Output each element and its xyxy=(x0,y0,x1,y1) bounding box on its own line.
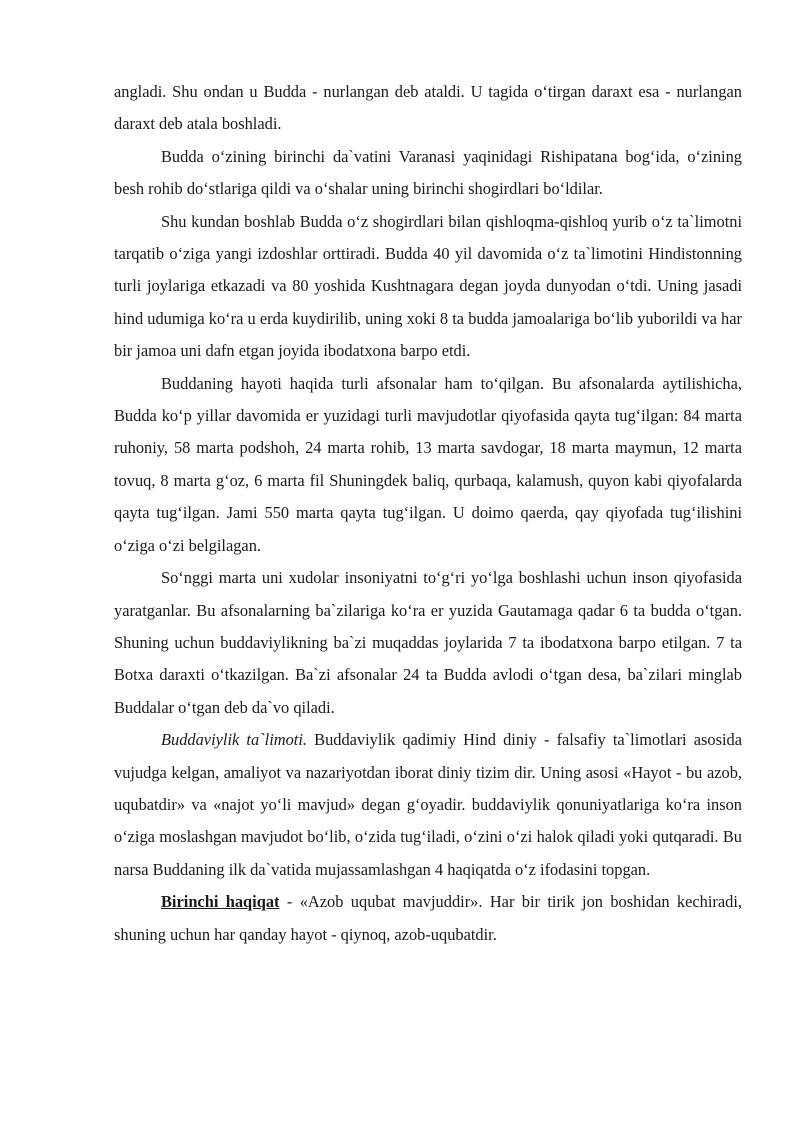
section-heading-buddaviylik: Buddaviylik ta`limoti. xyxy=(161,730,307,750)
paragraph-3-text: Shu kundan boshlab Budda o‘z shogirdlari bilan qishloqma-qishloq yurib o‘z ta`limotni tarqatib o‘ziga yangi izdoshlar orttiradi. Budda 40 yil davomida o‘z ta`limotini Hindistonning turli joylariga etkazadi va 80 yoshida Kushtnagara degan joyda dunyodan o‘tdi. Uning jasadi hind udumiga ko‘ra u erda kuydirilib, uning xoki 8 ta budda jamoalariga bo‘lib yuborildi va har bir jamoa uni dafn etgan joyida ibodatxona barpo etdi. xyxy=(114,211,742,361)
paragraph-1 xyxy=(114,76,742,141)
paragraph-4 xyxy=(114,368,742,562)
paragraph-2 xyxy=(114,141,742,206)
paragraph-3 xyxy=(114,206,742,368)
paragraph-4-text: Buddaning hayoti haqida turli afsonalar ham to‘qilgan. Bu afsonalarda aytilishicha, Budda ko‘p yillar davomida er yuzidagi turli mavjudotlar qiyofasida qayta tug‘ilgan: 84 marta ruhoniy, 58 marta podshoh, 24 marta rohib, 13 marta savdogar, 18 marta maymun, 12 marta tovuq, 8 marta g‘oz, 6 marta fil Shuningdek baliq, qurbaqa, kalamush, quyon kabi qiyofalarda qayta tug‘ilgan. Jami 550 marta qayta tug‘ilgan. U doimo qaerda, qay qiyofada tug‘ilishini o‘ziga o‘zi belgilagan. xyxy=(114,373,742,555)
paragraph-2-text: Budda o‘zining birinchi da`vatini Varanasi yaqinidagi Rishipatana bog‘ida, o‘zining besh rohib do‘stlariga qildi va o‘shalar uning birinchi shogirdlari bo‘ldilar. xyxy=(114,146,742,199)
first-truth-heading: Birinchi haqiqat xyxy=(161,892,280,912)
paragraph-5 xyxy=(114,562,742,724)
paragraph-5-text: So‘nggi marta uni xudolar insoniyatni to‘g‘ri yo‘lga boshlashi uchun inson qiyofasida yaratganlar. Bu afsonalarning ba`zilariga ko‘ra er yuzida Gautamaga qadar 6 ta budda o‘tgan. Shuning uchun buddaviylikning ba`zi muqaddas joylarida 7 ta ibodatxona barpo etilgan. 7 ta Botxa daraxti o‘tkazilgan. Ba`zi afsonalar 24 ta Budda avlodi o‘tgan desa, ba`zilari minglab Buddalar o‘tgan deb da`vo qiladi. xyxy=(114,568,742,717)
paragraph-6 xyxy=(114,724,742,886)
paragraph-6-text: Buddaviylik qadimiy Hind diniy - falsafiy ta`limotlari asosida vujudga kelgan, amaliyot va nazariyotdan iborat diniy tizim dir. Uning asosi «Hayot - bu azob, uqubatdir» va «najot yo‘li mavjud» degan g‘oyadir. buddaviylik qonuniyatlariga ko‘ra inson o‘ziga moslashgan mavjudot bo‘lib, o‘zida tug‘iladi, o‘zini o‘zi halok qiladi yoki qutqaradi. Bu narsa Buddaning ilk da`vatida mujassamlashgan 4 haqiqatda o‘z ifodasini topgan. xyxy=(114,730,742,879)
paragraph-7 xyxy=(114,886,742,951)
paragraph-1-text: angladi. Shu ondan u Budda - nurlangan deb ataldi. U tagida o‘tirgan daraxt esa - nurlangan daraxt deb atala boshladi. xyxy=(114,82,742,134)
document-body xyxy=(114,76,742,951)
paragraph-7-text: - «Azob uqubat mavjuddir». Har bir tirik jon boshidan kechiradi, shuning uchun har qanday hayot - qiynoq, azob-uqubatdir. xyxy=(114,892,743,944)
